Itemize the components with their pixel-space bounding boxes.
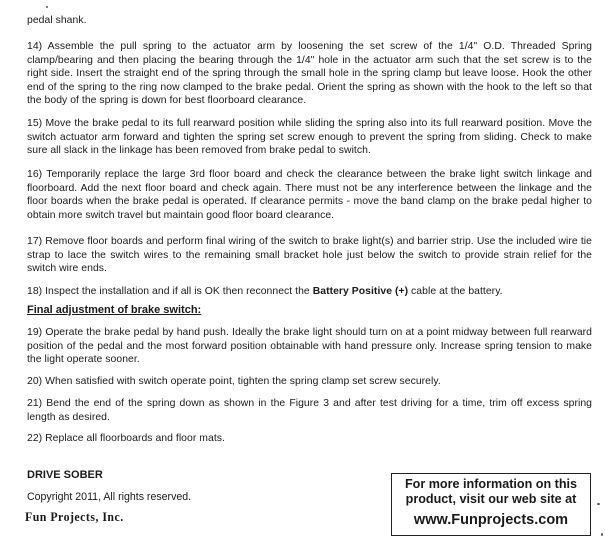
step-22: 22) Replace all floorboards and floor mats.: [27, 433, 225, 444]
step-18-text-pre: 18) Inspect the installation and if all is OK then reconnect the: [27, 286, 313, 297]
step-16: 16) Temporarily replace the large 3rd floor board and check the clearance between the brake light switch linkage and floorboard. Add the next floor board and check again. There must not be any interference between the linkage and the floor boards when the brake pedal is operated. If clearance permits - move the band clamp on the brake pedal higher to obtain more switch travel but maintain good floor board clearance.: [27, 169, 592, 221]
scan-speck: [601, 533, 603, 536]
battery-positive-label: Battery Positive (+): [312, 286, 409, 297]
website-url: www.Funprojects.com: [413, 512, 569, 528]
top-line: pedal shank.: [27, 15, 87, 26]
step-18-text-post: cable at the battery.: [408, 286, 503, 297]
step-20: 20) When satisfied with switch operate point, tighten the spring clamp set screw securely.: [27, 376, 441, 387]
step-18: [27, 285, 592, 299]
step-19: 19) Operate the brake pedal by hand push. Ideally the brake light should turn on at a point midway between full rearward position of the pedal and the most forward position obtainable with hand pressure only. Increase spring tension to make the light operate sooner.: [27, 327, 592, 366]
copyright-notice: Copyright 2011, All rights reserved.: [27, 491, 192, 503]
final-adjustment-heading: Final adjustment of brake switch:: [27, 304, 202, 316]
step-15: 15) Move the brake pedal to its full rearward position while sliding the spring also into its full rearward position. Move the switch actuator arm forward and tighten the spring set screw enough to prevent the spring from sliding. Check to make sure all slack in the linkage has been removed from brake pedal to switch.: [27, 118, 592, 157]
step-14: 14) Assemble the pull spring to the actuator arm by loosening the set screw of the 1/4" O.D. Threaded Spring clamp/bearing and then placing the bearing through the 1/4" hole in the actuator arm such that the set screw is to the right side. Insert the straight end of the spring through the small hole in the spring clamp but leave loose. Hook the other end of the spring to the ring now clamped to the brake pedal. Orient the spring as shown with the hook to the left so that the body of the spring is down for best floorboard clearance.: [27, 41, 592, 107]
step-21: 21) Bend the end of the spring down as shown in the Figure 3 and after test driving for a time, trim off excess spring length as desired.: [27, 398, 592, 423]
scan-speck: [46, 6, 48, 8]
website-info-box: [391, 473, 591, 536]
info-line-1: For more information on this: [404, 477, 578, 491]
scan-speck: [597, 503, 600, 505]
info-line-2: product, visit our web site at: [405, 492, 577, 506]
drive-sober-label: DRIVE SOBER: [27, 469, 103, 481]
company-logo: Fun Projects, Inc.: [25, 510, 124, 524]
step-17: 17) Remove floor boards and perform final wiring of the switch to brake light(s) and barrier strip. Use the included wire tie strap to lace the switch wires to the remaining small bracket hole just below the switch to provide strain relief for the switch wire ends.: [27, 236, 592, 275]
